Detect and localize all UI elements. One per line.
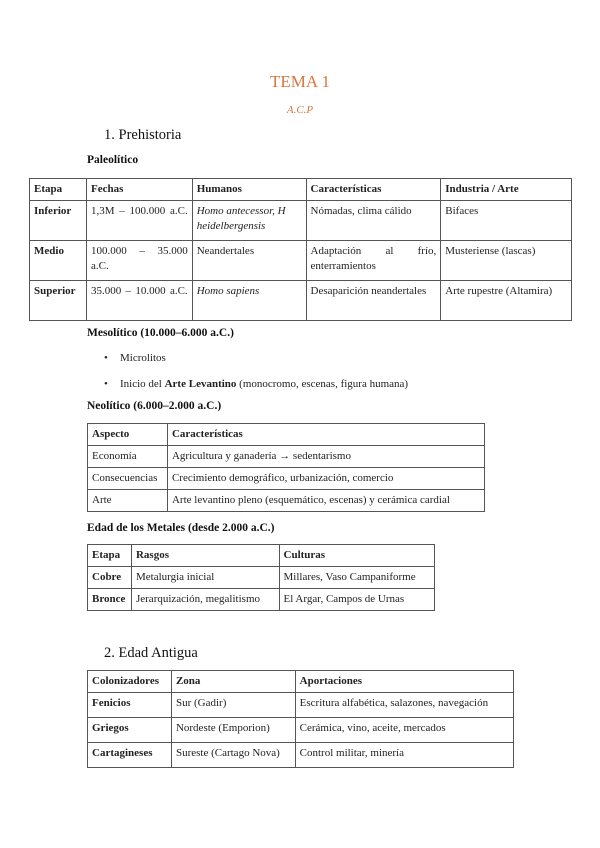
cell: Homo antecessor, H heidelbergensis xyxy=(192,201,306,241)
table-colonizadores xyxy=(87,670,514,768)
cell: Inferior xyxy=(30,201,87,241)
cell: Cartagineses xyxy=(88,743,172,768)
col-header: Etapa xyxy=(30,179,87,201)
table-neolitico xyxy=(87,423,485,512)
col-header: Industria / Arte xyxy=(441,179,572,201)
table-row xyxy=(88,468,485,490)
cell: Nómadas, clima cálido xyxy=(306,201,441,241)
col-header: Humanos xyxy=(192,179,306,201)
cell: Griegos xyxy=(88,718,172,743)
col-header: Aspecto xyxy=(88,424,168,446)
cell: Desaparición neandertales xyxy=(306,281,441,321)
table-row xyxy=(88,693,514,718)
table-row xyxy=(88,718,514,743)
document-subtitle: A.C.P xyxy=(286,104,314,116)
cell: Jerarquización, megalitismo xyxy=(131,589,279,611)
cell: Adaptación al frío, enterramientos xyxy=(306,241,441,281)
col-header: Rasgos xyxy=(131,545,279,567)
col-header: Etapa xyxy=(88,545,132,567)
cell: Arte rupestre (Altamira) xyxy=(441,281,572,321)
table-row xyxy=(88,446,485,468)
cell: Bifaces xyxy=(441,201,572,241)
subheading-paleolitico: Paleolítico xyxy=(87,154,139,166)
cell: Consecuencias xyxy=(88,468,168,490)
cell: Arte levantino pleno (esquemático, escenas) y cerámica cardial xyxy=(167,490,484,512)
col-header: Zona xyxy=(171,671,295,693)
table-row xyxy=(88,567,435,589)
cell: Bronce xyxy=(88,589,132,611)
cell: Medio xyxy=(30,241,87,281)
cell: Escritura alfabética, salazones, navegación xyxy=(295,693,513,718)
table-metales xyxy=(87,544,435,611)
cell: Fenicios xyxy=(88,693,172,718)
cell: Cobre xyxy=(88,567,132,589)
cell: Cerámica, vino, aceite, mercados xyxy=(295,718,513,743)
cell: Agricultura y ganadería → sedentarismo xyxy=(167,446,484,468)
col-header: Características xyxy=(167,424,484,446)
cell: Musteriense (lascas) xyxy=(441,241,572,281)
col-header: Colonizadores xyxy=(88,671,172,693)
cell: El Argar, Campos de Urnas xyxy=(279,589,434,611)
table-row xyxy=(30,241,572,281)
col-header: Culturas xyxy=(279,545,434,567)
list-item-text: Inicio del xyxy=(120,378,165,390)
table-header-row xyxy=(88,671,514,693)
document-title: TEMA 1 xyxy=(270,72,330,91)
col-header: Aportaciones xyxy=(295,671,513,693)
subheading-neolitico: Neolítico (6.000–2.000 a.C.) xyxy=(87,400,222,412)
cell: Control militar, minería xyxy=(295,743,513,768)
cell: Nordeste (Emporion) xyxy=(171,718,295,743)
list-item-text: Microlitos xyxy=(120,352,166,364)
cell: 35.000 – 10.000 a.C. xyxy=(86,281,192,321)
subheading-mesolitico: Mesolítico (10.000–6.000 a.C.) xyxy=(87,327,234,339)
cell: Sureste (Cartago Nova) xyxy=(171,743,295,768)
table-header-row xyxy=(88,545,435,567)
bullet-icon: • xyxy=(104,352,108,364)
list-item xyxy=(104,351,408,377)
table-row xyxy=(88,490,485,512)
cell: Homo sapiens xyxy=(192,281,306,321)
bullet-icon: • xyxy=(104,378,108,390)
table-row xyxy=(88,589,435,611)
table-row xyxy=(30,201,572,241)
col-header: Fechas xyxy=(86,179,192,201)
cell: Economía xyxy=(88,446,168,468)
table-row xyxy=(88,743,514,768)
cell: Crecimiento demográfico, urbanización, comercio xyxy=(167,468,484,490)
table-header-row xyxy=(30,179,572,201)
cell: 1,3M – 100.000 a.C. xyxy=(86,201,192,241)
table-row xyxy=(30,281,572,321)
section-heading-prehistoria: 1. Prehistoria xyxy=(104,127,182,143)
section-heading-edad-antigua: 2. Edad Antigua xyxy=(104,645,198,661)
cell: Superior xyxy=(30,281,87,321)
list-mesolitico xyxy=(104,351,408,403)
table-paleolitico xyxy=(29,178,572,321)
list-item-bold: Arte Levantino xyxy=(164,378,237,390)
list-item-text: (monocromo, escenas, figura humana) xyxy=(236,378,409,390)
cell: 100.000 – 35.000 a.C. xyxy=(86,241,192,281)
cell: Neandertales xyxy=(192,241,306,281)
cell: Millares, Vaso Campaniforme xyxy=(279,567,434,589)
cell: Metalurgia inicial xyxy=(131,567,279,589)
subheading-metales: Edad de los Metales (desde 2.000 a.C.) xyxy=(87,522,275,534)
cell: Arte xyxy=(88,490,168,512)
cell: Sur (Gadir) xyxy=(171,693,295,718)
table-header-row xyxy=(88,424,485,446)
col-header: Características xyxy=(306,179,441,201)
